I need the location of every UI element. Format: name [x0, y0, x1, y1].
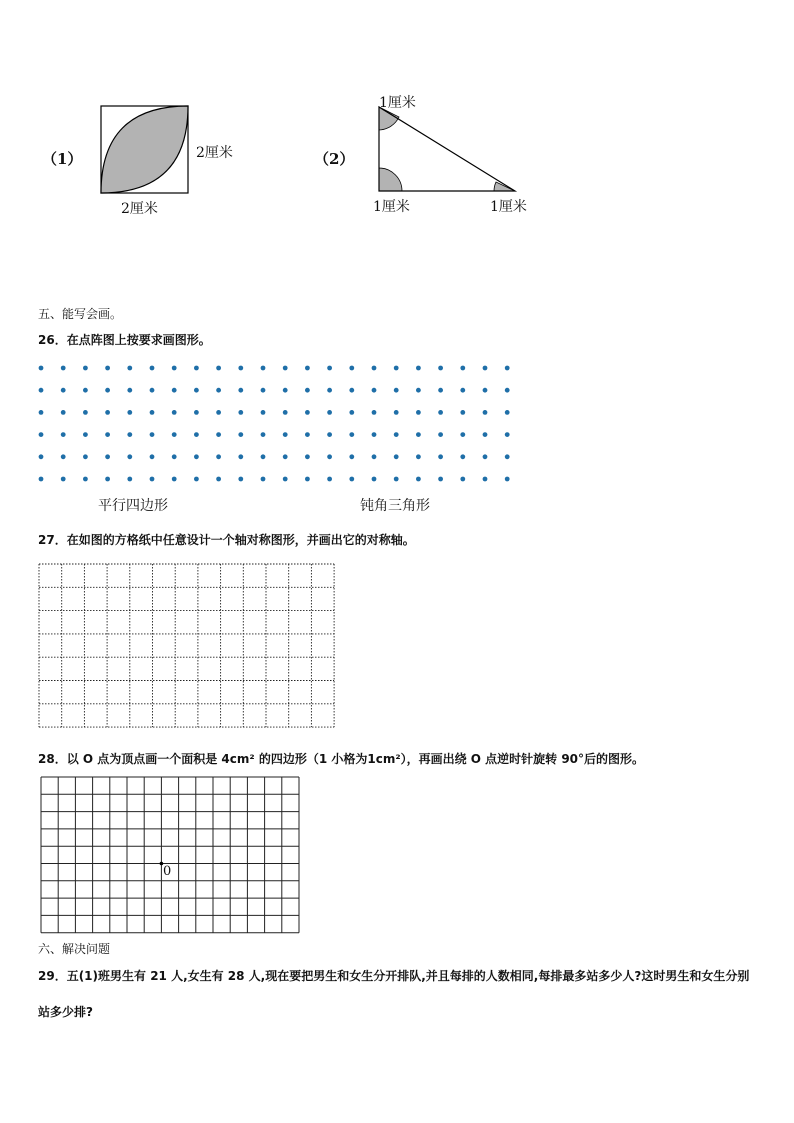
grid-dot[interactable]	[150, 454, 155, 459]
grid-dot[interactable]	[283, 388, 288, 393]
grid-dot[interactable]	[127, 366, 132, 371]
grid-dot[interactable]	[194, 477, 199, 482]
rotation-grid-paper[interactable]	[40, 776, 302, 934]
figure-2-top-label: 1厘米	[379, 95, 416, 111]
figure-1-bottom-label: 2厘米	[121, 201, 158, 217]
grid-dot[interactable]	[194, 432, 199, 437]
obtuse-triangle-label: 钝角三角形	[360, 498, 430, 514]
grid-dot[interactable]	[216, 454, 221, 459]
figure-1-leaf-diagram	[100, 105, 200, 205]
figure-2-bottom-left-label: 1厘米	[373, 199, 410, 215]
grid-dot[interactable]	[372, 454, 377, 459]
grid-dot[interactable]	[105, 388, 110, 393]
grid-dot[interactable]	[505, 477, 510, 482]
grid-dot[interactable]	[305, 454, 310, 459]
grid-dot[interactable]	[61, 410, 66, 415]
grid-dot[interactable]	[460, 477, 465, 482]
grid-dot[interactable]	[261, 366, 266, 371]
grid-dot[interactable]	[305, 388, 310, 393]
grid-dot[interactable]	[349, 454, 354, 459]
grid-dot[interactable]	[150, 388, 155, 393]
grid-dot[interactable]	[438, 388, 443, 393]
grid-dot[interactable]	[216, 477, 221, 482]
question-27-text: 27．在如图的方格纸中任意设计一个轴对称图形，并画出它的对称轴。	[38, 533, 415, 547]
grid-dot[interactable]	[172, 454, 177, 459]
grid-dot[interactable]	[283, 432, 288, 437]
grid-dot[interactable]	[483, 432, 488, 437]
grid-dot[interactable]	[505, 366, 510, 371]
grid-dot[interactable]	[150, 410, 155, 415]
grid-dot[interactable]	[416, 366, 421, 371]
grid-dot[interactable]	[283, 477, 288, 482]
grid-dot[interactable]	[127, 454, 132, 459]
grid-dot[interactable]	[283, 410, 288, 415]
grid-dot[interactable]	[172, 410, 177, 415]
grid-dot[interactable]	[172, 388, 177, 393]
dotted-grid-paper[interactable]	[38, 563, 340, 733]
grid-dot[interactable]	[39, 454, 44, 459]
figure-2-number: （2）	[314, 150, 355, 168]
grid-dot[interactable]	[261, 477, 266, 482]
grid-dot[interactable]	[327, 388, 332, 393]
grid-dot[interactable]	[416, 454, 421, 459]
dot-grid[interactable]	[36, 362, 516, 482]
grid-dot[interactable]	[349, 388, 354, 393]
grid-dot[interactable]	[39, 477, 44, 482]
grid-dot[interactable]	[261, 432, 266, 437]
grid-dot[interactable]	[105, 366, 110, 371]
grid-dot[interactable]	[216, 410, 221, 415]
grid-dot[interactable]	[238, 477, 243, 482]
grid-dot[interactable]	[127, 388, 132, 393]
grid-dot[interactable]	[349, 477, 354, 482]
grid-dot[interactable]	[327, 477, 332, 482]
grid-dot[interactable]	[83, 454, 88, 459]
grid-dot[interactable]	[372, 477, 377, 482]
grid-dot[interactable]	[505, 388, 510, 393]
grid-dot[interactable]	[505, 432, 510, 437]
question-28-text: 28．以 O 点为顶点画一个面积是 4cm² 的四边形（1 小格为1cm²），再画出绕 O 点逆时针旋转 90°后的图形。	[38, 752, 645, 766]
grid-dot[interactable]	[460, 410, 465, 415]
grid-dot[interactable]	[61, 366, 66, 371]
grid-dot[interactable]	[105, 477, 110, 482]
grid-dot[interactable]	[39, 366, 44, 371]
grid-dot[interactable]	[483, 410, 488, 415]
grid-dot[interactable]	[505, 454, 510, 459]
grid-dot[interactable]	[460, 388, 465, 393]
grid-dot[interactable]	[394, 477, 399, 482]
grid-dot[interactable]	[305, 366, 310, 371]
grid-dot[interactable]	[483, 366, 488, 371]
figure-2-triangle-diagram	[378, 106, 528, 206]
grid-dot[interactable]	[194, 388, 199, 393]
grid-dot[interactable]	[483, 477, 488, 482]
grid-dot[interactable]	[194, 410, 199, 415]
grid-dot[interactable]	[194, 454, 199, 459]
grid-dot[interactable]	[305, 432, 310, 437]
grid-dot[interactable]	[83, 477, 88, 482]
grid-dot[interactable]	[394, 454, 399, 459]
grid-dot[interactable]	[460, 366, 465, 371]
grid-dot[interactable]	[172, 366, 177, 371]
grid-dot[interactable]	[238, 454, 243, 459]
grid-dot[interactable]	[349, 366, 354, 371]
figure-1-side-label: 2厘米	[196, 145, 233, 161]
grid-dot[interactable]	[305, 410, 310, 415]
grid-dot[interactable]	[238, 388, 243, 393]
grid-dot[interactable]	[83, 432, 88, 437]
grid-dot[interactable]	[394, 366, 399, 371]
grid-dot[interactable]	[216, 432, 221, 437]
grid-dot[interactable]	[127, 432, 132, 437]
question-26-text: 26．在点阵图上按要求画图形。	[38, 333, 211, 347]
grid-dot[interactable]	[150, 477, 155, 482]
grid-dot[interactable]	[261, 388, 266, 393]
grid-dot[interactable]	[283, 454, 288, 459]
section-5-title: 五、能写会画。	[38, 307, 123, 321]
grid-dot[interactable]	[127, 477, 132, 482]
grid-dot[interactable]	[105, 454, 110, 459]
grid-dot[interactable]	[83, 366, 88, 371]
grid-dot[interactable]	[39, 388, 44, 393]
grid-dot[interactable]	[105, 410, 110, 415]
grid-dot[interactable]	[394, 410, 399, 415]
grid-dot[interactable]	[261, 410, 266, 415]
grid-dot[interactable]	[83, 410, 88, 415]
grid-dot[interactable]	[216, 388, 221, 393]
grid-dot[interactable]	[505, 410, 510, 415]
grid-dot[interactable]	[438, 477, 443, 482]
grid-dot[interactable]	[372, 432, 377, 437]
grid-dot[interactable]	[372, 410, 377, 415]
grid-dot[interactable]	[39, 410, 44, 415]
grid-dot[interactable]	[349, 432, 354, 437]
grid-dot[interactable]	[394, 432, 399, 437]
grid-dot[interactable]	[327, 432, 332, 437]
grid-dot[interactable]	[416, 477, 421, 482]
grid-dot[interactable]	[483, 454, 488, 459]
grid-dot[interactable]	[438, 454, 443, 459]
grid-dot[interactable]	[394, 388, 399, 393]
grid-dot[interactable]	[416, 432, 421, 437]
grid-dot[interactable]	[61, 432, 66, 437]
grid-dot[interactable]	[83, 388, 88, 393]
grid-dot[interactable]	[238, 410, 243, 415]
grid-dot[interactable]	[127, 410, 132, 415]
grid-dot[interactable]	[61, 477, 66, 482]
point-o-label: 0	[163, 864, 172, 879]
grid-dot[interactable]	[105, 432, 110, 437]
parallelogram-label: 平行四边形	[98, 498, 168, 514]
grid-dot[interactable]	[305, 477, 310, 482]
grid-dot[interactable]	[327, 410, 332, 415]
grid-dot[interactable]	[372, 366, 377, 371]
grid-dot[interactable]	[416, 388, 421, 393]
grid-dot[interactable]	[172, 432, 177, 437]
grid-dot[interactable]	[372, 388, 377, 393]
grid-dot[interactable]	[150, 432, 155, 437]
grid-dot[interactable]	[216, 366, 221, 371]
grid-dot[interactable]	[460, 454, 465, 459]
grid-dot[interactable]	[261, 454, 266, 459]
grid-dot[interactable]	[39, 432, 44, 437]
grid-dot[interactable]	[483, 388, 488, 393]
grid-dot[interactable]	[349, 410, 354, 415]
grid-dot[interactable]	[460, 432, 465, 437]
grid-dot[interactable]	[327, 454, 332, 459]
grid-dot[interactable]	[283, 366, 288, 371]
section-6-title: 六、解决问题	[38, 942, 111, 956]
grid-dot[interactable]	[150, 366, 155, 371]
grid-dot[interactable]	[438, 432, 443, 437]
grid-dot[interactable]	[238, 432, 243, 437]
grid-dot[interactable]	[416, 410, 421, 415]
grid-dot[interactable]	[61, 454, 66, 459]
question-29-text: 29．五(1)班男生有 21 人,女生有 28 人,现在要把男生和女生分开排队,并且每排的人数相同,每排最多站多少人?这时男生和女生分别站多少排?	[38, 969, 750, 1019]
figure-1-number: （1）	[42, 150, 83, 168]
grid-dot[interactable]	[438, 410, 443, 415]
grid-dot[interactable]	[194, 366, 199, 371]
grid-dot[interactable]	[238, 366, 243, 371]
grid-dot[interactable]	[327, 366, 332, 371]
grid-dot[interactable]	[172, 477, 177, 482]
grid-dot[interactable]	[438, 366, 443, 371]
figure-2-bottom-right-label: 1厘米	[490, 199, 527, 215]
grid-dot[interactable]	[61, 388, 66, 393]
